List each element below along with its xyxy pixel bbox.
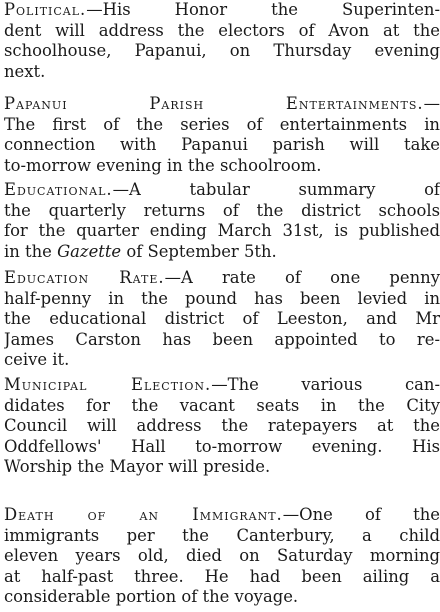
article-text: —The various can- — [211, 375, 440, 394]
article-education-rate — [4, 268, 440, 371]
article-heading: Papanui Parish Entertainments. — [4, 94, 424, 113]
article-line: eleven years old, died on Saturday morning — [4, 546, 440, 565]
article-line: Council will address the ratepayers at the — [4, 416, 440, 435]
article-educational — [4, 180, 440, 262]
article-line — [4, 94, 440, 115]
article-text: in the — [4, 241, 58, 261]
article-death-of-an-immigrant — [4, 505, 440, 608]
article-heading: Municipal Election. — [4, 375, 212, 394]
gazette-title: Gazette — [57, 241, 122, 261]
article-line: ceive it. — [4, 350, 70, 369]
article-heading: Educational. — [4, 180, 113, 199]
article-heading: Political. — [4, 0, 87, 19]
article-text: of September 5th. — [121, 241, 277, 261]
article-line: Oddfellows' Hall to-morrow evening. His — [4, 436, 440, 456]
article-text: —His Honor the Superinten- — [86, 0, 440, 19]
article-line: to-morrow evening in the schoolroom. — [4, 155, 322, 175]
article-line: didates for the vacant seats in the City — [4, 395, 440, 415]
article-line — [4, 0, 440, 21]
article-line: Worship the Mayor will preside. — [4, 457, 271, 476]
article-line: immigrants per the Canterbury, a child — [4, 525, 440, 545]
article-line: considerable portion of the voyage. — [4, 587, 299, 606]
article-line: James Carston has been appointed to re- — [4, 329, 440, 349]
article-papanui-parish-entertainments — [4, 94, 440, 176]
article-line: for the quarter ending March 31st, is published — [4, 221, 440, 240]
article-text: —One of the — [282, 505, 440, 524]
article-municipal-election — [4, 375, 440, 478]
article-line: connection with Papanui parish will take — [4, 135, 440, 154]
article-line: The first of the series of entertainments in — [4, 114, 440, 134]
article-line: at half-past three. He had been ailing a — [4, 566, 440, 586]
article-line — [4, 268, 440, 289]
article-heading: Death of an Immigrant. — [4, 505, 283, 524]
article-line: the educational district of Leeston, and Mr — [4, 309, 440, 328]
article-line — [4, 180, 440, 201]
newspaper-column — [4, 0, 440, 612]
article-political — [4, 0, 440, 82]
article-line — [4, 242, 440, 263]
article-text: —A rate of one penny — [164, 268, 440, 287]
article-line: half-penny in the pound has been levied in — [4, 288, 440, 308]
article-heading: Education Rate. — [4, 268, 165, 287]
article-line: schoolhouse, Papanui, on Thursday evening — [4, 41, 440, 60]
article-text: —A tabular summary of — [112, 180, 440, 199]
article-line — [4, 505, 440, 526]
article-line: dent will address the electors of Avon at the — [4, 20, 440, 40]
article-line — [4, 375, 440, 396]
article-line: the quarterly returns of the district schools — [4, 200, 440, 220]
article-text: — — [423, 94, 440, 113]
article-line: next. — [4, 61, 46, 81]
